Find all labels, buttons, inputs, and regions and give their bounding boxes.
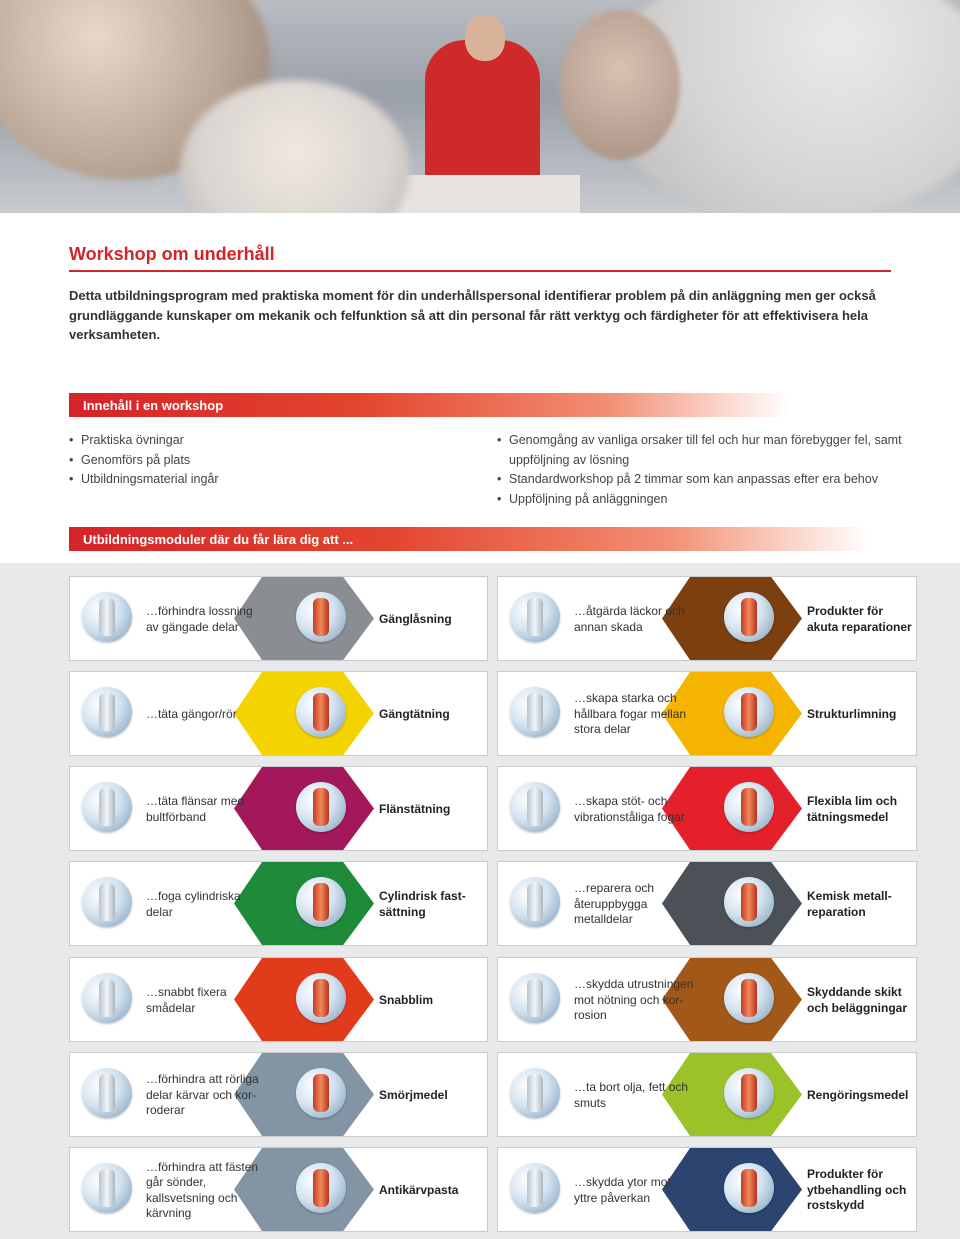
problem-illustration-icon [510, 782, 560, 832]
module-product-name: Snabblim [379, 992, 434, 1007]
module-problem-text: …skydda utrustningen mot nötning och korrosion [574, 977, 694, 1023]
solution-illustration-icon [296, 592, 346, 642]
solution-illustration-icon [296, 1163, 346, 1213]
problem-illustration-icon [82, 1163, 132, 1213]
problem-illustration-icon [510, 1163, 560, 1213]
module-card [69, 1052, 488, 1137]
module-problem-text: …foga cylindriska delar [146, 889, 241, 919]
solution-illustration-icon [724, 973, 774, 1023]
content-list-right [497, 431, 917, 509]
module-product-name: Skyddande skikt och beläggningar [807, 985, 908, 1015]
module-product-name: Gängtätning [379, 706, 450, 721]
module-card [69, 671, 488, 756]
module-problem-text: …täta flänsar med bultförband [146, 794, 245, 824]
module-card [497, 1052, 917, 1137]
page-title: Workshop om underhåll [69, 244, 275, 264]
module-problem-text: …förhindra att rörliga delar kärvar och korroderar [146, 1072, 259, 1118]
presenter-face [465, 15, 505, 61]
background-attendee [560, 10, 680, 160]
solution-illustration-icon [296, 1068, 346, 1118]
content-section-heading: Innehåll i en workshop [69, 393, 789, 417]
intro-paragraph: Detta utbildningsprogram med praktiska moment för din underhållspersonal identifierar problem på din anläggning men ger också grundläggande kunskaper om mekanik och felfunktion så att din personal får rätt verktyg och färdigheter för att effektivisera hela verksamheten. [69, 288, 876, 342]
module-card [69, 1147, 488, 1232]
problem-illustration-icon [510, 592, 560, 642]
problem-illustration-icon [82, 687, 132, 737]
module-card [497, 861, 917, 946]
solution-illustration-icon [724, 687, 774, 737]
solution-illustration-icon [724, 877, 774, 927]
module-product-name: Gänglåsning [379, 611, 452, 626]
module-product-name: Smörjmedel [379, 1087, 448, 1102]
module-problem-text: …skapa stöt- och vibrationståliga fogar [574, 794, 685, 824]
content-list-left [69, 431, 449, 490]
module-problem-text: …snabbt fixera smådelar [146, 985, 227, 1015]
solution-illustration-icon [296, 973, 346, 1023]
list-item: • Genomförs på plats [69, 451, 449, 471]
solution-illustration-icon [724, 592, 774, 642]
module-problem-text: …förhindra lossning av gängade delar [146, 604, 253, 634]
solution-illustration-icon [296, 782, 346, 832]
module-product-name: Strukturlimning [807, 706, 897, 721]
list-item: • Standardworkshop på 2 timmar som kan anpassas efter era behov [497, 470, 917, 490]
module-product-name: Flexibla lim och tätningsmedel [807, 794, 898, 824]
module-card [69, 576, 488, 661]
module-product-name: Rengöringsmedel [807, 1087, 909, 1102]
list-item: • Genomgång av vanliga orsaker till fel och hur man förebygger fel, samt uppföljning av lösning [497, 431, 917, 470]
module-card [497, 766, 917, 851]
title-divider [69, 270, 891, 272]
solution-illustration-icon [296, 877, 346, 927]
demo-table [380, 175, 580, 213]
module-product-name: Produkter för ytbehandling och rostskydd [807, 1167, 907, 1213]
module-problem-text: …täta gängor/rör [146, 706, 237, 721]
problem-illustration-icon [510, 687, 560, 737]
solution-illustration-icon [724, 1163, 774, 1213]
module-card [69, 861, 488, 946]
problem-illustration-icon [82, 1068, 132, 1118]
module-problem-text: …förhindra att fästen går sönder, kallsvetsning och kärvning [146, 1159, 259, 1220]
problem-illustration-icon [510, 877, 560, 927]
module-card [497, 957, 917, 1042]
module-card [497, 1147, 917, 1232]
module-card [497, 671, 917, 756]
module-card [69, 766, 488, 851]
modules-section-heading: Utbildningsmoduler där du får lära dig att ... [69, 527, 869, 551]
hero-photo [0, 0, 960, 213]
problem-illustration-icon [82, 782, 132, 832]
list-item: • Praktiska övningar [69, 431, 449, 451]
module-problem-text: …skydda ytor mot yttre påverkan [574, 1175, 671, 1205]
module-problem-text: …skapa starka och hållbara fogar mellan stora delar [574, 691, 687, 737]
problem-illustration-icon [510, 1068, 560, 1118]
list-item: • Utbildningsmaterial ingår [69, 470, 449, 490]
solution-illustration-icon [724, 1068, 774, 1118]
module-product-name: Antikärvpasta [379, 1182, 459, 1197]
module-product-name: Cylindrisk fastsättning [379, 889, 466, 919]
module-card [69, 957, 488, 1042]
solution-illustration-icon [296, 687, 346, 737]
problem-illustration-icon [82, 877, 132, 927]
problem-illustration-icon [82, 592, 132, 642]
module-card [497, 576, 917, 661]
problem-illustration-icon [82, 973, 132, 1023]
list-item: • Uppföljning på anläggningen [497, 490, 917, 510]
module-product-name: Kemisk metallreparation [807, 889, 892, 919]
problem-illustration-icon [510, 973, 560, 1023]
module-product-name: Produkter för akuta reparationer [807, 604, 912, 634]
module-problem-text: …reparera och återuppbygga metalldelar [574, 881, 655, 927]
module-problem-text: …åtgärda läckor och annan skada [574, 604, 685, 634]
module-problem-text: …ta bort olja, fett och smuts [574, 1080, 689, 1110]
solution-illustration-icon [724, 782, 774, 832]
module-product-name: Flänstätning [379, 801, 451, 816]
